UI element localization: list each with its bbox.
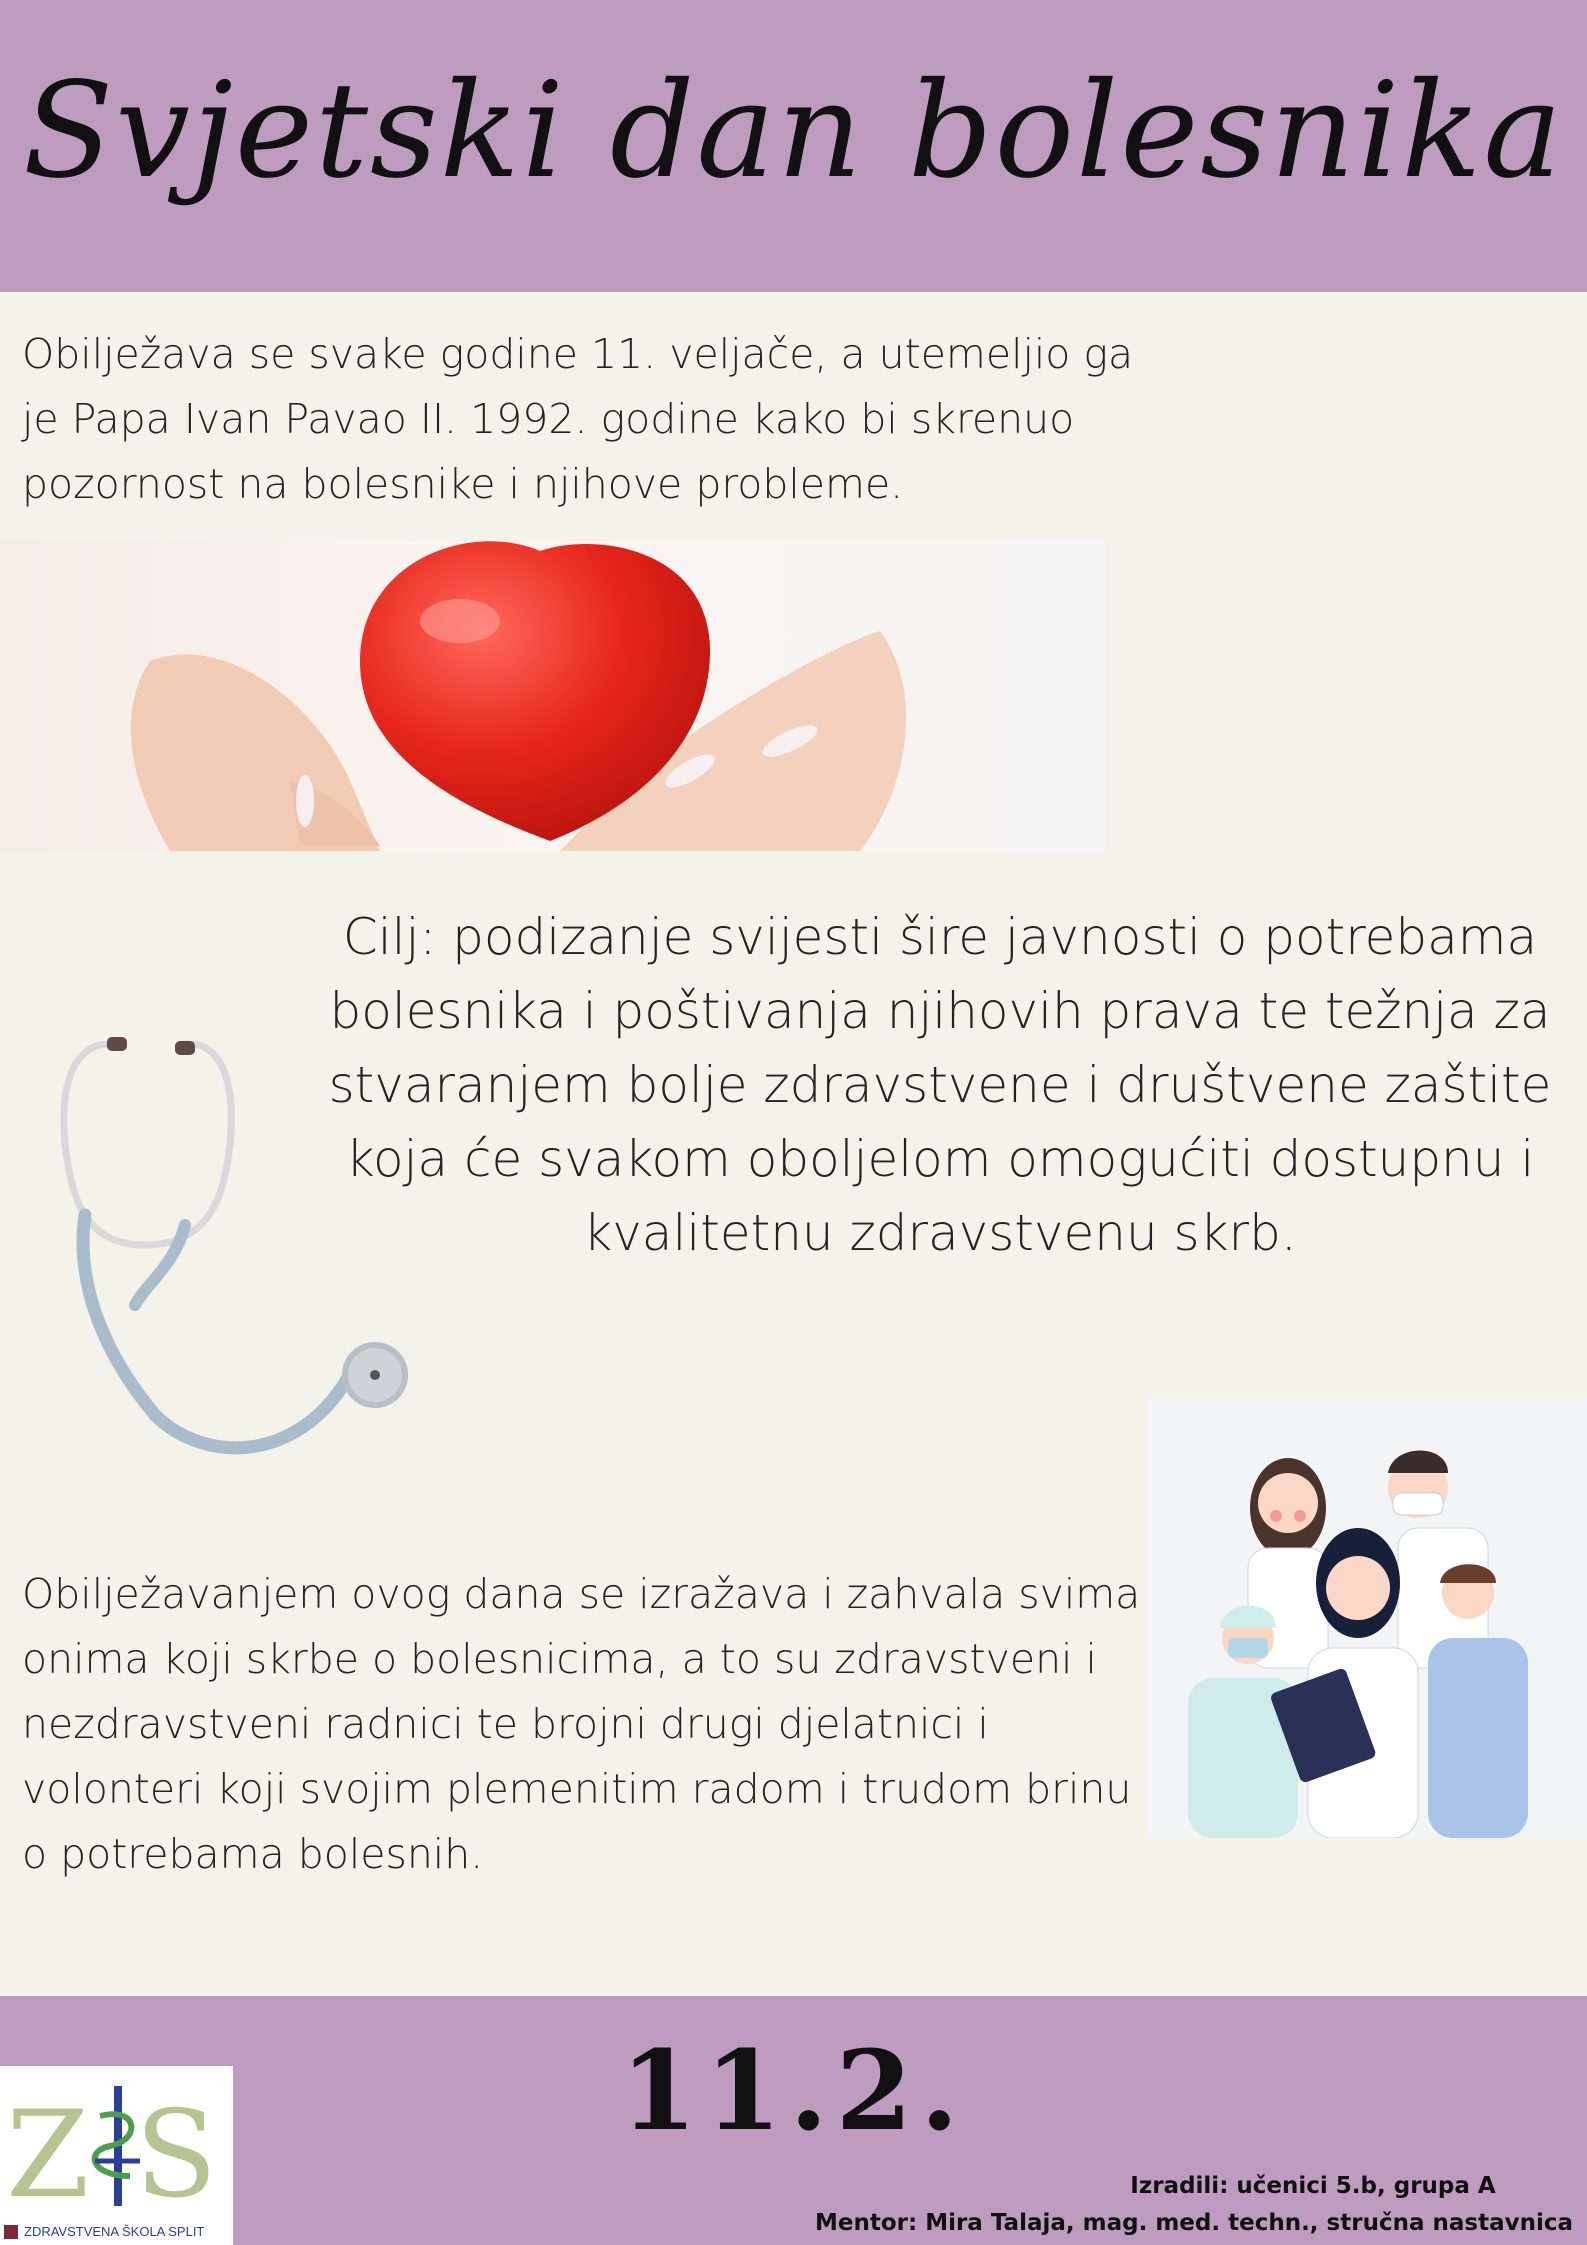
intro-paragraph: Obilježava se svake godine 11. veljače, a utemeljio ga je Papa Ivan Pavao II. 1992. godine kako bi skrenuo pozornost na bolesnike i njihove probleme. xyxy=(22,330,1134,508)
svg-text:S: S xyxy=(135,2086,218,2216)
credits xyxy=(813,2168,1573,2242)
credits-mentor: Mentor: Mira Talaja, mag. med. techn., stručna nastavnica xyxy=(814,2210,1573,2236)
credits-authors: Izradili: učenici 5.b, grupa A xyxy=(1130,2173,1496,2199)
goal-paragraph: Cilj: podizanje svijesti šire javnosti o potrebama bolesnika i poštivanja njihovih prava te težnja za stvaranjem bolje zdravstvene i društvene zaštite koja će svakom oboljelom omogućiti dostupnu i kvalitetnu zdravstvenu skrb. xyxy=(328,908,1552,1262)
thanks-paragraph: Obilježavanjem ovog dana se izražava i zahvala svima onima koji skrbe o bolesnicima, a to su zdravstveni i nezdravstveni radnici te brojni drugi djelatnici i volonteri koji svojim plemenitim radom i trudom brinu o potrebama bolesnih. xyxy=(22,1570,1141,1878)
date-label: 11.2. xyxy=(620,2026,967,2155)
logo-text: ZDRAVSTVENA ŠKOLA SPLIT xyxy=(24,2224,205,2239)
logo-mark xyxy=(4,2225,18,2239)
heart-in-hands-image xyxy=(0,541,1105,851)
school-logo xyxy=(0,2066,233,2245)
medical-staff-illustration xyxy=(1148,1398,1587,1838)
svg-text:Z: Z xyxy=(6,2086,90,2216)
page-title: Svjetski dan bolesnika xyxy=(22,54,1565,208)
